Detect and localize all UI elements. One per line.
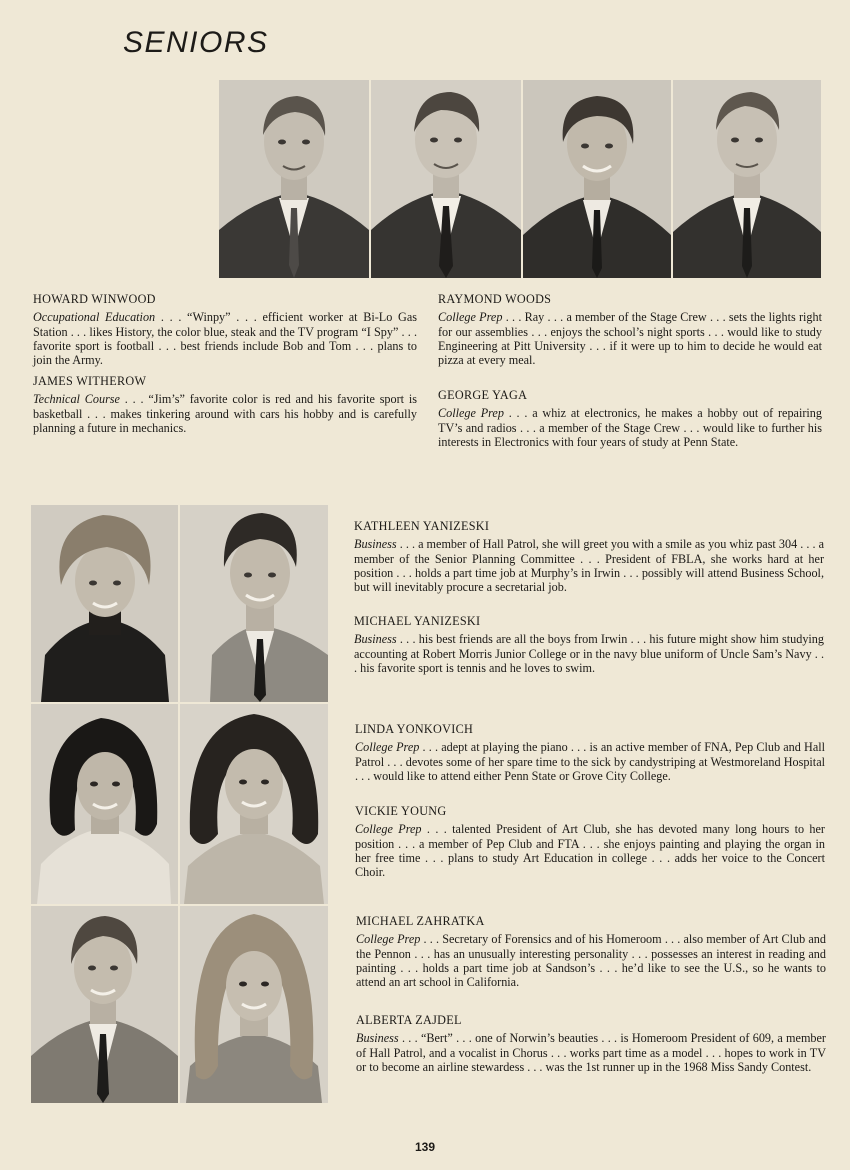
page-title: SENIORS [123, 26, 269, 59]
senior-bio: . . . “Bert” . . . one of Norwin’s beauties . . . is Homeroom President of 609, a member of Hall Patrol, and a vocalist in Chorus . . . works part time as a model . . . hopes to work in TV or to become an airline stewardess . . . was the 1st runner up in the 1968 Miss Sandy Contest. [356, 1031, 826, 1074]
senior-entry [354, 519, 824, 594]
senior-course: College Prep [355, 822, 422, 837]
senior-entry [33, 292, 417, 367]
page-number: 139 [414, 1140, 436, 1154]
senior-entry [355, 722, 825, 783]
senior-entry [33, 374, 417, 435]
senior-name: KATHLEEN YANIZESKI [354, 519, 490, 533]
senior-course: College Prep [356, 932, 421, 947]
senior-bio: . . . Ray . . . a member of the Stage Crew . . . sets the lights right for our assemblies . . . enjoys the school’s night sports . . . would like to study Engineering at Pitt University . . . if it were up to him to decide he would eat pizza at every meal. [438, 310, 822, 368]
portrait-george-yaga [523, 80, 671, 278]
senior-course: Business [356, 1031, 399, 1046]
senior-entry [354, 614, 824, 675]
senior-bio: . . . a member of Hall Patrol, she will greet you with a smile as you whiz past 304 . . . a member of the Senior Planning Committee . . . President of FBLA, she works hard at her position . . . holds a part time job at Murphy’s in Irwin . . . possibly will attend Business School, but will inevitably procure a secretarial job. [354, 537, 824, 595]
senior-bio: . . . “Winpy” . . . efficient worker at Bi-Lo Gas Station . . . likes History, the color blue, steak and the TV program “I Spy” . . . favorite sport is football . . . best friends include Bob and Tom . . . plans to join the Army. [33, 310, 417, 368]
portrait-boy-4 [673, 80, 821, 278]
senior-course: College Prep [438, 310, 503, 325]
senior-entry [356, 914, 826, 989]
senior-name: MICHAEL ZAHRATKA [356, 914, 485, 928]
portrait-michael-yanizeski [180, 505, 328, 702]
senior-entry [355, 804, 825, 879]
portrait-kathleen-yanizeski [31, 505, 178, 702]
senior-bio: . . . talented President of Art Club, she has devoted many long hours to her position . . . a member of Pep Club and FTA . . . she enjoys painting and playing the organ in her free time . . . plans to study Art Education in college . . . adds her voice to the Concert Choir. [355, 822, 825, 880]
senior-bio: . . . adept at playing the piano . . . is an active member of FNA, Pep Club and Hall Patrol . . . devotes some of her spare time to the sick by candystriping at Westmoreland Hospital . . . would like to attend either Penn State or Grove City College. [355, 740, 825, 783]
senior-bio: . . . a whiz at electronics, he makes a hobby out of repairing TV’s and radios . . . a member of the Stage Crew . . . would like to further his interests in Electronics with four years of study at Penn State. [438, 406, 822, 449]
senior-entry [356, 1013, 826, 1074]
senior-bio: . . . “Jim’s” favorite color is red and his favorite sport is basketball . . . makes tinkering around with cars his hobby and is carefully planning a future in mechanics. [33, 392, 418, 435]
senior-course: Business [354, 537, 397, 552]
senior-bio: . . . his best friends are all the boys from Irwin . . . his future might show him studying accounting at Robert Morris Junior College or in the navy blue uniform of Uncle Sam’s Navy . . . his favorite sport is tennis and he loves to swim. [354, 632, 824, 675]
senior-name: GEORGE YAGA [438, 388, 528, 402]
senior-course: Technical Course [33, 392, 120, 407]
portrait-vickie-young [180, 704, 328, 904]
senior-name: LINDA YONKOVICH [355, 722, 474, 736]
senior-name: VICKIE YOUNG [355, 804, 447, 818]
senior-entry [438, 292, 822, 367]
portrait-raymond-woods [371, 80, 521, 278]
senior-entry [438, 388, 822, 449]
portrait-howard-winwood [219, 80, 369, 278]
senior-name: MICHAEL YANIZESKI [354, 614, 481, 628]
senior-bio: . . . Secretary of Forensics and of his Homeroom . . . also member of Art Club and the Pennon . . . has an unusually interesting personality . . . possesses an interest in reading and painting . . . holds a part time job at Sandson’s . . . he’d like to see the U.S., so he wants to attend an art school in California. [356, 932, 826, 990]
senior-course: College Prep [438, 406, 504, 421]
portrait-alberta-zajdel [180, 906, 328, 1103]
portrait-michael-zahratka [31, 906, 178, 1103]
senior-name: JAMES WITHEROW [33, 374, 147, 388]
senior-name: HOWARD WINWOOD [33, 292, 156, 306]
senior-name: RAYMOND WOODS [438, 292, 552, 306]
portrait-linda-yonkovich [31, 704, 178, 904]
senior-name: ALBERTA ZAJDEL [356, 1013, 462, 1027]
senior-course: Business [354, 632, 397, 647]
senior-course: Occupational Education [33, 310, 156, 325]
senior-course: College Prep [355, 740, 420, 755]
